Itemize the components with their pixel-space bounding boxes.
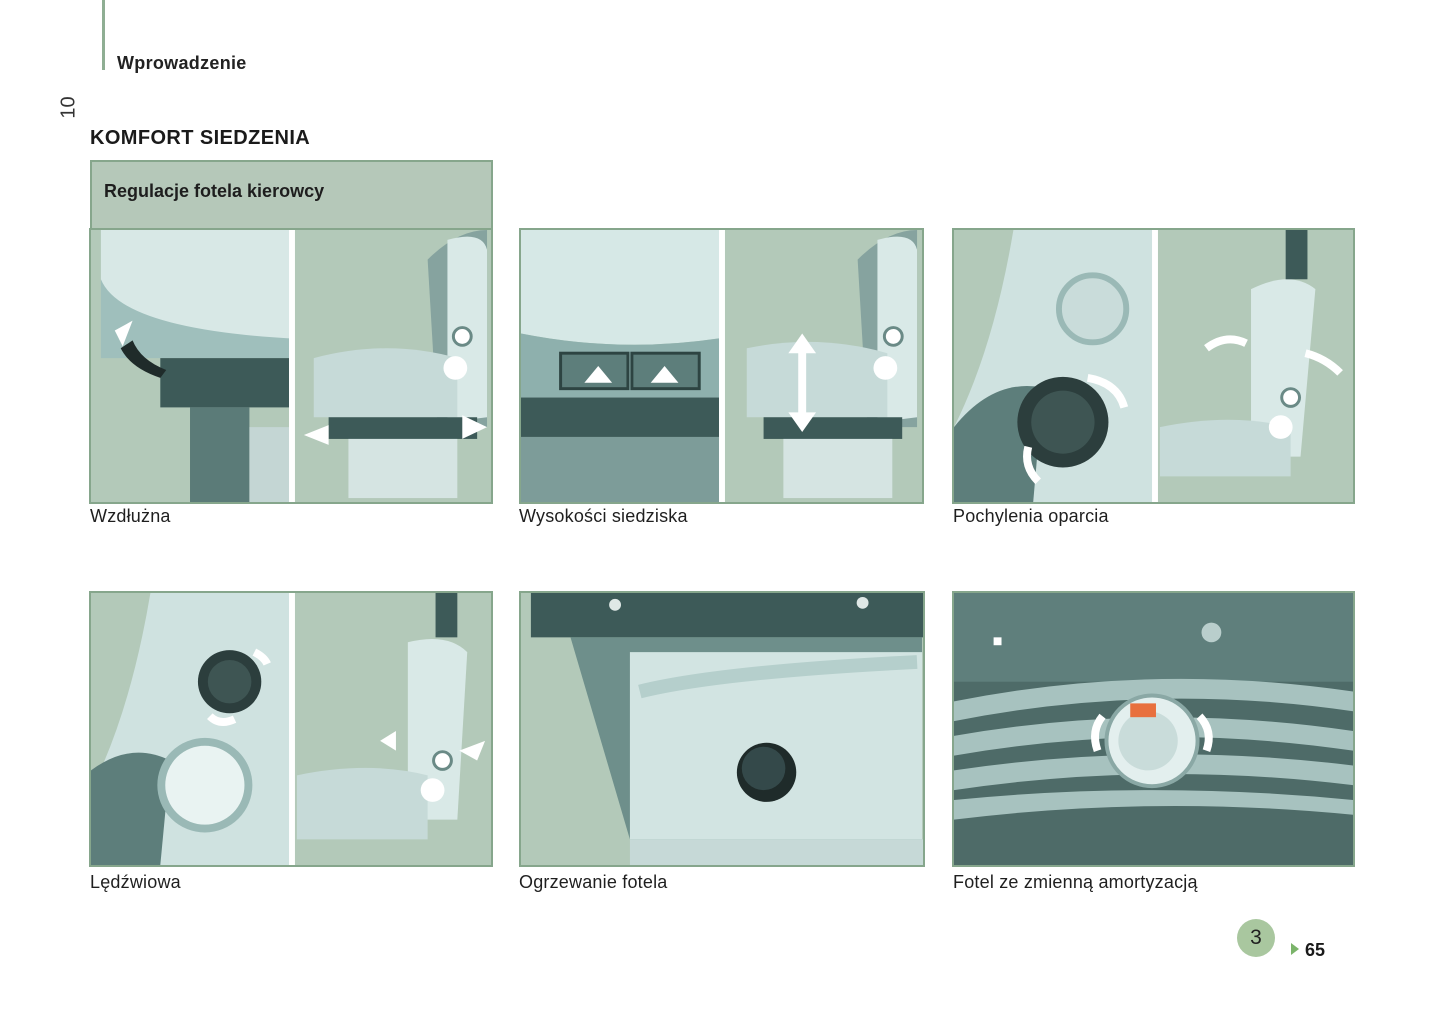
header-rule [102, 0, 105, 70]
page-title: KOMFORT SIEDZENIA [90, 127, 311, 149]
caption-backrest-tilt: Pochylenia oparcia [953, 506, 1109, 526]
page-number: 10 [57, 96, 80, 119]
illustration-longitudinal [89, 228, 493, 504]
illustration-seat-height [519, 228, 924, 504]
triangle-right-icon [1291, 943, 1299, 955]
page-reference-number: 65 [1305, 940, 1326, 960]
illustration-lumbar [89, 591, 493, 867]
section-label: Wprowadzenie [117, 53, 247, 73]
subheading-box [90, 160, 493, 230]
subheading-text: Regulacje fotela kierowcy [104, 181, 325, 201]
caption-lumbar: Lędźwiowa [90, 872, 181, 892]
illustration-seat-heating [519, 591, 925, 867]
caption-suspension-seat: Fotel ze zmienną amortyzacją [953, 872, 1198, 892]
caption-seat-height: Wysokości siedziska [519, 506, 688, 526]
chapter-badge[interactable] [1237, 919, 1275, 957]
caption-seat-heating: Ogrzewanie fotela [519, 872, 668, 892]
caption-longitudinal: Wzdłużna [90, 506, 171, 526]
chapter-number: 3 [1250, 926, 1262, 949]
illustration-backrest-tilt [952, 228, 1355, 504]
page-reference-link[interactable] [1291, 940, 1325, 961]
illustration-suspension-seat [952, 591, 1355, 867]
